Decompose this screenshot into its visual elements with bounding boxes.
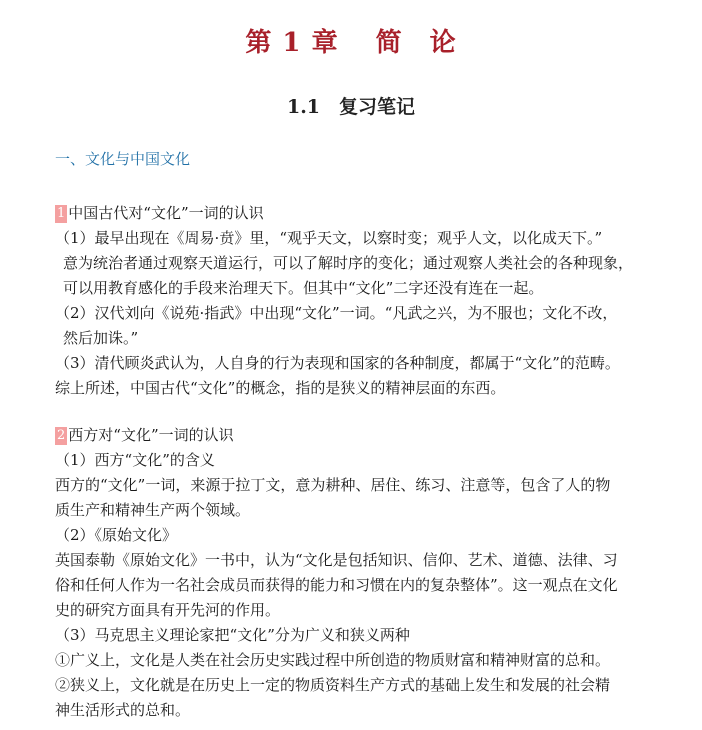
part2-heading-text: 西方对“文化”一词的认识 xyxy=(68,426,234,444)
section-title: 1.1 复习笔记 xyxy=(286,96,416,118)
part2-line: （3）马克思主义理论家把“文化”分为广义和狭义两种 xyxy=(55,626,410,644)
part1-line: （2）汉代刘向《说苑·指武》中出现“文化”一词。“凡武之兴，为不服也；文化不改， xyxy=(55,304,618,322)
part2-line: 俗和任何人作为一名社会成员而获得的能力和习惯在内的复杂整体”。这一观点在文化 xyxy=(55,576,618,594)
part2-line: （1）西方“文化”的含义 xyxy=(55,451,215,469)
part1-line: 意为统治者通过观察天道运行，可以了解时序的变化；通过观察人类社会的各种现象， xyxy=(63,254,634,272)
part1-heading-text: 中国古代对“文化”一词的认识 xyxy=(68,204,264,222)
part1-heading xyxy=(55,201,675,226)
part2-block xyxy=(55,423,675,723)
chapter-title: 第 1 章 简 论 xyxy=(245,28,457,58)
part2-number-badge: 2 xyxy=(57,428,66,443)
part1-summary: 综上所述，中国古代“文化”的概念，指的是狭义的精神层面的东西。 xyxy=(55,379,506,397)
part1-line: （3）清代顾炎武认为，人自身的行为表现和国家的各种制度，都属于“文化”的范畴。 xyxy=(55,354,620,372)
subsection-title: 一、文化与中国文化 xyxy=(55,150,191,168)
part2-line: 质生产和精神生产两个领域。 xyxy=(55,501,251,519)
part2-line: 神生活形式的总和。 xyxy=(55,701,191,719)
part2-line: 史的研究方面具有开先河的作用。 xyxy=(55,601,281,619)
part1-block xyxy=(55,201,675,401)
part1-line: （1）最早出现在《周易·贲》里，“观乎天文，以察时变；观乎人文，以化成天下。” xyxy=(55,229,603,247)
part1-line: 可以用教育感化的手段来治理天下。但其中“文化”二字还没有连在一起。 xyxy=(63,279,544,297)
part2-line: ②狭义上，文化就是在历史上一定的物质资料生产方式的基础上发生和发展的社会精 xyxy=(55,676,611,694)
part2-heading xyxy=(55,423,675,448)
part2-line: ①广义上，文化是人类在社会历史实践过程中所创造的物质财富和精神财富的总和。 xyxy=(55,651,611,669)
part2-line: 英国泰勒《原始文化》一书中，认为“文化是包括知识、信仰、艺术、道德、法律、习 xyxy=(55,551,618,569)
part1-number-badge: 1 xyxy=(57,206,66,221)
part2-line: 西方的“文化”一词，来源于拉丁文，意为耕种、居住、练习、注意等，包含了人的物 xyxy=(55,476,611,494)
part1-line: 然后加诛。” xyxy=(63,329,139,347)
part2-line: （2）《原始文化》 xyxy=(55,526,178,544)
